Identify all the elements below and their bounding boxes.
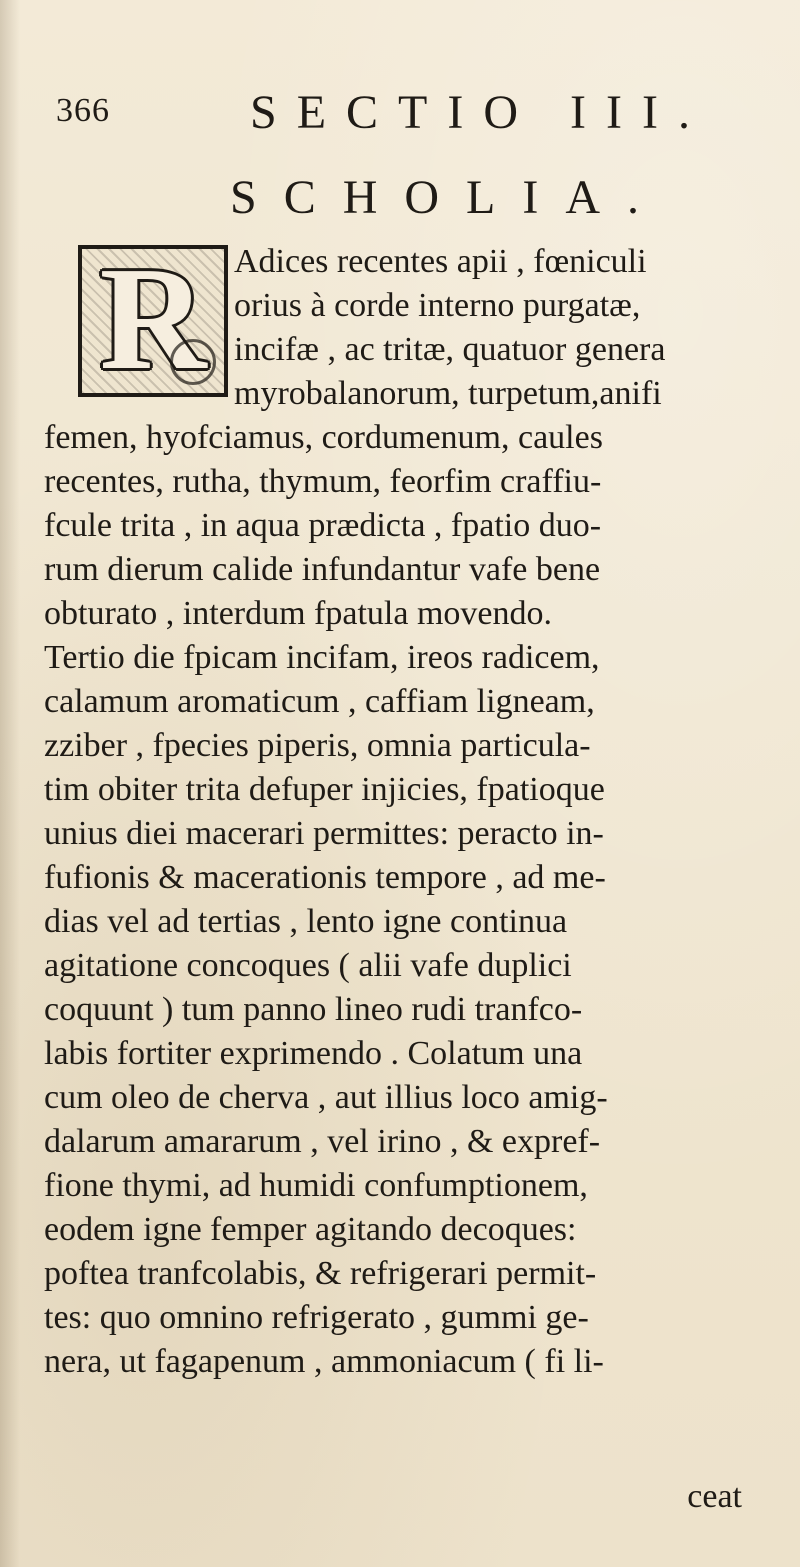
section-heading: SECTIO III. xyxy=(250,86,710,139)
text-line-26: nera, ut fagapenum , ammoniacum ( fi li- xyxy=(44,1343,604,1380)
text-line-16: dias vel ad tertias , lento igne continua xyxy=(44,903,568,940)
text-line-25: tes: quo omnino refrigerato , gummi ge- xyxy=(44,1299,589,1336)
text-line-13: tim obiter trita defuper injicies, fpatioque xyxy=(44,771,605,808)
text-line-20: cum oleo de cherva , aut illius loco amig- xyxy=(44,1079,608,1116)
text-line-18: coquunt ) tum panno lineo rudi tranfco- xyxy=(44,991,583,1028)
spine-shadow xyxy=(0,0,20,1567)
text-line-5: femen, hyofciamus, cordumenum, caules xyxy=(44,419,603,456)
text-line-3: incifæ , ac tritæ, quatuor genera xyxy=(234,331,666,368)
scholia-heading: SCHOLIA. xyxy=(230,171,667,224)
text-line-19: labis fortiter exprimendo . Colatum una xyxy=(44,1035,583,1072)
text-line-11: calamum aromaticum , caffiam ligneam, xyxy=(44,683,595,720)
text-line-9: obturato , interdum fpatula movendo. xyxy=(44,595,552,632)
text-line-21: dalarum amararum , vel irino , & expref- xyxy=(44,1123,601,1160)
text-line-17: agitatione concoques ( alii vafe duplici xyxy=(44,947,572,984)
text-line-4: myrobalanorum, turpetum,anifi xyxy=(234,375,662,412)
page-number: 366 xyxy=(56,92,110,129)
text-line-8: rum dierum calide infundantur vafe bene xyxy=(44,551,601,588)
body-text xyxy=(44,0,784,1567)
text-line-23: eodem igne femper agitando decoques: xyxy=(44,1211,577,1248)
text-line-14: unius diei macerari permittes: peracto in- xyxy=(44,815,604,852)
text-line-12: zziber , fpecies piperis, omnia particula- xyxy=(44,727,591,764)
catchword: ceat xyxy=(687,1478,742,1515)
text-line-6: recentes, rutha, thymum, feorfim craffiu- xyxy=(44,463,602,500)
text-line-22: fione thymi, ad humidi confumptionem, xyxy=(44,1167,588,1204)
text-line-15: fufionis & macerationis tempore , ad me- xyxy=(44,859,606,896)
text-line-10: Tertio die fpicam incifam, ireos radicem, xyxy=(44,639,600,676)
text-line-2: orius à corde interno purgatæ, xyxy=(234,287,641,324)
text-line-24: poftea tranfcolabis, & refrigerari permit- xyxy=(44,1255,597,1292)
decorated-initial-letter: R xyxy=(99,245,207,397)
text-line-7: fcule trita , in aqua prædicta , fpatio duo- xyxy=(44,507,602,544)
text-line-1: Adices recentes apii , fœniculi xyxy=(234,243,647,280)
